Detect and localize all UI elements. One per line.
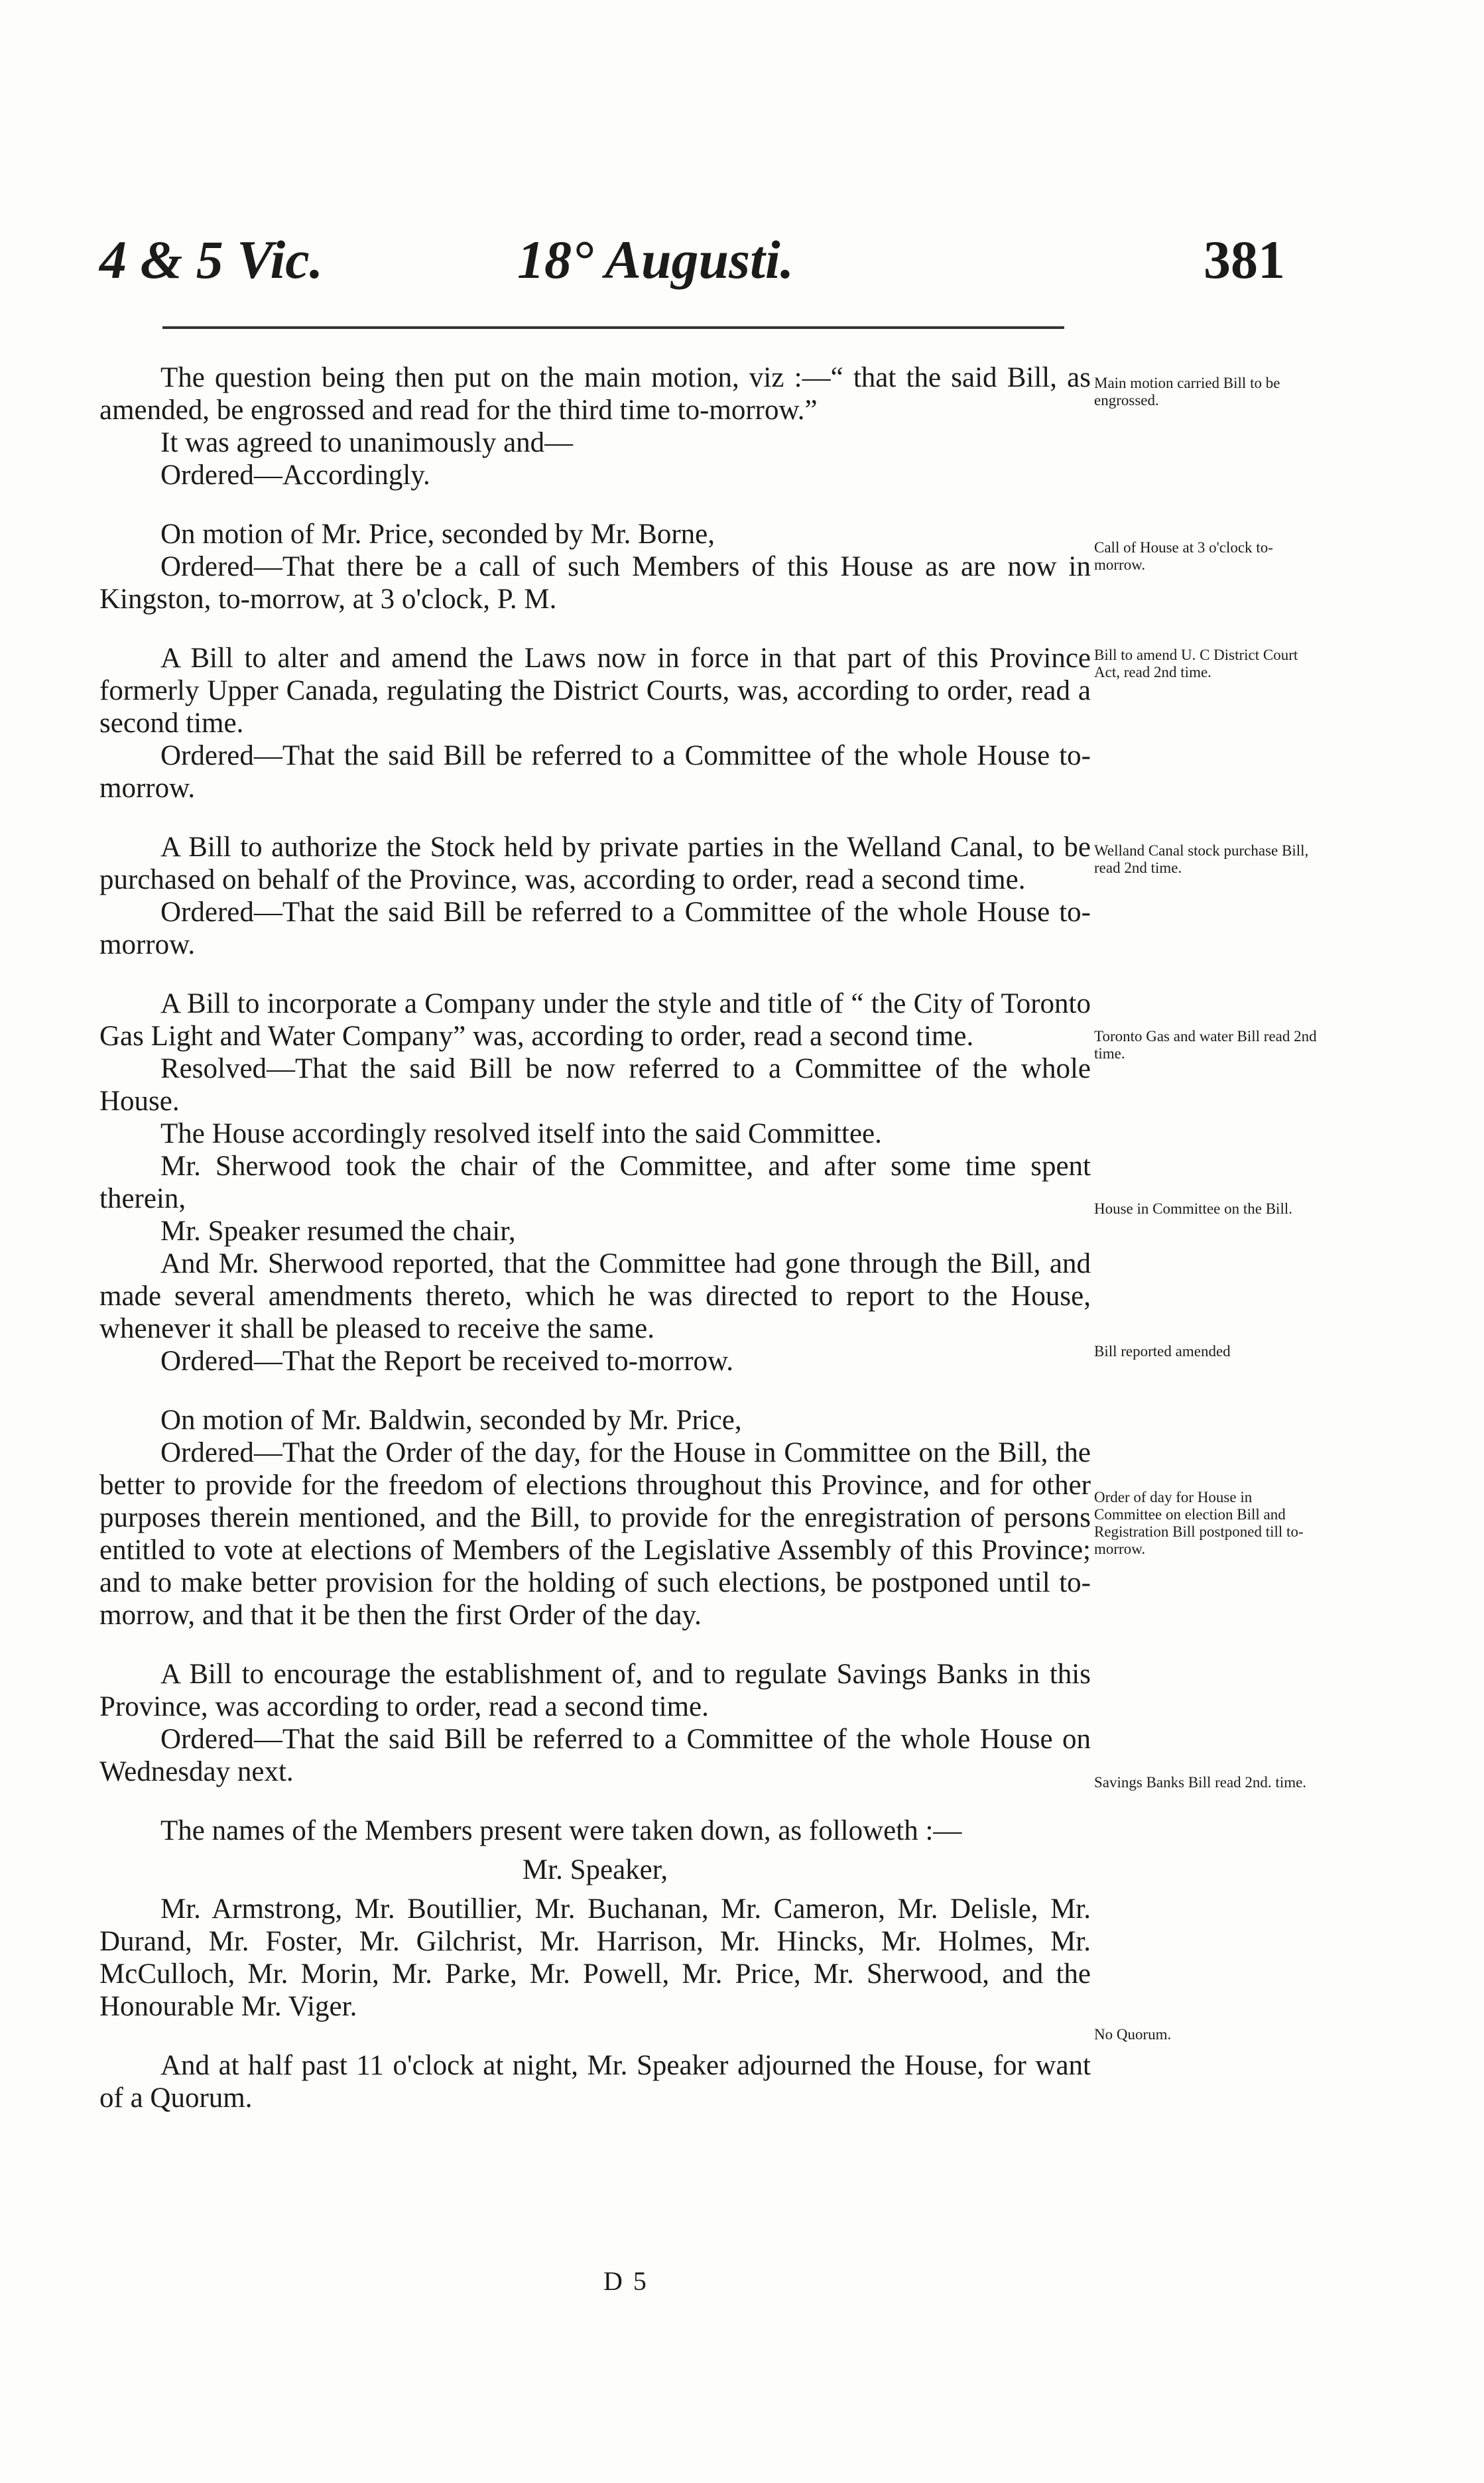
paragraph-order-postponed: Ordered—That the Order of the day, for the House in Committee on the Bill, the better to provide for the freedom of elections throughout this Province, and for other purposes therein mentioned, and the Bill, to provide for the enregistration of persons entitled to vote at elections of Members of the Legislative Assembly of this Province; and to make better provision for the holding of such elections, be postponed until to-morrow, and that it be then the first Order of the day. [99, 1437, 1091, 1631]
date-heading: 18° Augusti. [517, 229, 794, 290]
margin-note-no-quorum: No Quorum. [1094, 2026, 1172, 2043]
paragraph-speaker-resumed: Mr. Speaker resumed the chair, [160, 1216, 516, 1247]
journal-body [99, 361, 1091, 2114]
paragraph-district-courts-bill: A Bill to alter and amend the Laws now in force in that part of this Province formerly Upper Canada, regulating the District Courts, was, according to order, read a second time. [99, 643, 1091, 739]
page-header [0, 0, 1484, 345]
paragraph-sherwood-reported: And Mr. Sherwood reported, that the Committee had gone through the Bill, and made several amendments thereto, which he was directed to report to the House, whenever it shall be pleased to receive the same. [99, 1248, 1091, 1344]
signature-mark: D 5 [603, 2266, 649, 2296]
paragraph-house-resolved: The House accordingly resolved itself into the said Committee. [160, 1118, 882, 1149]
paragraph-district-courts-ordered: Ordered—That the said Bill be referred to a Committee of the whole House to-morrow. [99, 740, 1091, 804]
paragraph-ordered: Ordered—Accordingly. [160, 460, 430, 491]
margin-note-district-court: Bill to amend U. C District Court Act, read 2nd time. [1094, 647, 1298, 680]
paragraph-savings-banks-bill: A Bill to encourage the establishment of, and to regulate Savings Banks in this Province, was according to order, read a second time. [99, 1659, 1091, 1722]
paragraph-sherwood-chair: Mr. Sherwood took the chair of the Committee, and after some time spent therein, [99, 1151, 1091, 1214]
margin-note-welland: Welland Canal stock purchase Bill, read 2nd time. [1094, 842, 1309, 876]
paragraph-motion-baldwin: On motion of Mr. Baldwin, seconded by Mr. Price, [160, 1405, 742, 1436]
paragraph-toronto-gas-bill: A Bill to incorporate a Company under the style and title of “ the City of Toronto Gas Light and Water Company” was, according to order, read a second time. [99, 988, 1091, 1052]
paragraph-agreed: It was agreed to unanimously and— [160, 427, 574, 458]
margin-note-bill-reported: Bill reported amended [1094, 1343, 1231, 1360]
paragraph-resolved: Resolved—That the said Bill be now referred to a Committee of the whole House. [99, 1053, 1091, 1117]
paragraph-savings-banks-ordered: Ordered—That the said Bill be referred to a Committee of the whole House on Wednesday next. [99, 1724, 1091, 1787]
paragraph-adjourned: And at half past 11 o'clock at night, Mr. Speaker adjourned the House, for want of a Quorum. [99, 2050, 1091, 2114]
paragraph-motion-price: On motion of Mr. Price, seconded by Mr. Borne, [160, 519, 715, 550]
margin-note-call-of-house: Call of House at 3 o'clock to-morrow. [1094, 539, 1273, 573]
margin-note-order-postponed: Order of day for House in Committee on election Bill and Registration Bill postponed till to-morrow. [1094, 1489, 1304, 1557]
margin-note-savings-banks: Savings Banks Bill read 2nd. time. [1094, 1774, 1307, 1791]
paragraph-members-present: The names of the Members present were taken down, as followeth :— [160, 1815, 962, 1846]
paragraph-member-names: Mr. Armstrong, Mr. Boutillier, Mr. Buchanan, Mr. Cameron, Mr. Delisle, Mr. Durand, Mr. Foster, Mr. Gilchrist, Mr. Harrison, Mr. Hincks, Mr. Holmes, Mr. McCulloch, Mr. Morin, Mr. Parke, Mr. Powell, Mr. Price, Mr. Sherwood, and the Honourable Mr. Viger. [99, 1893, 1091, 2022]
paragraph-main-motion: The question being then put on the main motion, viz :—“ that the said Bill, as amended, be engrossed and read for the third time to-morrow.” [99, 362, 1091, 426]
paragraph-call-of-house: Ordered—That there be a call of such Members of this House as are now in Kingston, to-morrow, at 3 o'clock, P. M. [99, 551, 1091, 615]
paragraph-report-ordered: Ordered—That the Report be received to-morrow. [160, 1346, 734, 1377]
margin-note-house-in-committee: House in Committee on the Bill. [1094, 1200, 1292, 1217]
paragraph-welland-ordered: Ordered—That the said Bill be referred to a Committee of the whole House to-morrow. [99, 897, 1091, 960]
margin-note-main-motion: Main motion carried Bill to be engrossed. [1094, 375, 1280, 409]
session-reference: 4 & 5 Vic. [99, 229, 324, 290]
page-number: 381 [1204, 229, 1285, 290]
paragraph-mr-speaker: Mr. Speaker, [522, 1854, 668, 1885]
margin-note-toronto-gas: Toronto Gas and water Bill read 2nd time. [1094, 1028, 1317, 1062]
header-rule [162, 326, 1064, 329]
paragraph-welland-bill: A Bill to authorize the Stock held by private parties in the Welland Canal, to be purchased on behalf of the Province, was, according to order, read a second time. [99, 832, 1091, 895]
